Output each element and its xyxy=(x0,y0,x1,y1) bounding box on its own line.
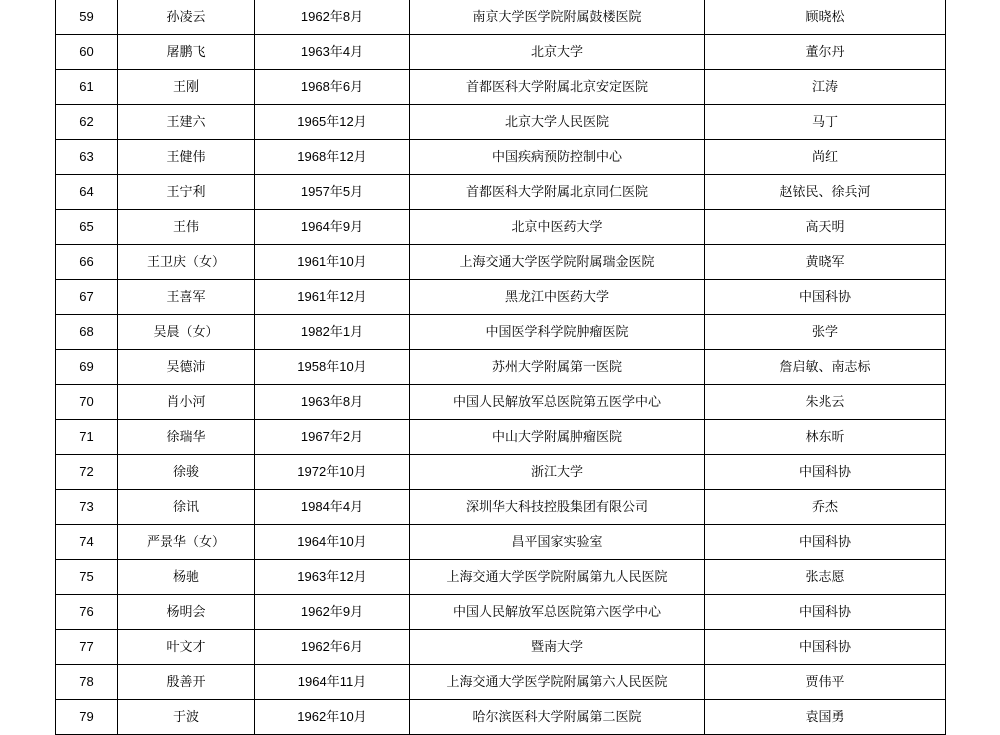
cell-organization: 暨南大学 xyxy=(410,630,705,665)
cell-candidate-name: 徐讯 xyxy=(118,490,255,525)
cell-candidate-name: 屠鹏飞 xyxy=(118,35,255,70)
cell-birth-date: 1962年10月 xyxy=(255,700,410,735)
cell-organization: 北京中医药大学 xyxy=(410,210,705,245)
cell-recommender: 袁国勇 xyxy=(705,700,946,735)
cell-organization: 中山大学附属肿瘤医院 xyxy=(410,420,705,455)
cell-birth-date: 1964年11月 xyxy=(255,665,410,700)
cell-sequence-number: 59 xyxy=(56,0,118,35)
cell-birth-date: 1964年9月 xyxy=(255,210,410,245)
cell-sequence-number: 75 xyxy=(56,560,118,595)
cell-candidate-name: 王刚 xyxy=(118,70,255,105)
cell-sequence-number: 60 xyxy=(56,35,118,70)
cell-organization: 中国人民解放军总医院第五医学中心 xyxy=(410,385,705,420)
cell-birth-date: 1957年5月 xyxy=(255,175,410,210)
cell-recommender: 贾伟平 xyxy=(705,665,946,700)
cell-candidate-name: 吴德沛 xyxy=(118,350,255,385)
cell-candidate-name: 杨明会 xyxy=(118,595,255,630)
table-row xyxy=(56,350,946,385)
cell-birth-date: 1963年12月 xyxy=(255,560,410,595)
cell-birth-date: 1962年6月 xyxy=(255,630,410,665)
cell-candidate-name: 孙凌云 xyxy=(118,0,255,35)
cell-birth-date: 1964年10月 xyxy=(255,525,410,560)
cell-birth-date: 1963年4月 xyxy=(255,35,410,70)
cell-sequence-number: 73 xyxy=(56,490,118,525)
candidate-roster-table xyxy=(55,0,946,735)
cell-recommender: 尚红 xyxy=(705,140,946,175)
roster-table-body xyxy=(56,0,946,735)
cell-recommender: 黄晓军 xyxy=(705,245,946,280)
table-row xyxy=(56,140,946,175)
cell-sequence-number: 72 xyxy=(56,455,118,490)
cell-recommender: 中国科协 xyxy=(705,595,946,630)
cell-organization: 浙江大学 xyxy=(410,455,705,490)
cell-sequence-number: 79 xyxy=(56,700,118,735)
cell-birth-date: 1965年12月 xyxy=(255,105,410,140)
cell-recommender: 詹启敏、南志标 xyxy=(705,350,946,385)
cell-recommender: 董尔丹 xyxy=(705,35,946,70)
table-row xyxy=(56,560,946,595)
cell-organization: 南京大学医学院附属鼓楼医院 xyxy=(410,0,705,35)
cell-candidate-name: 王伟 xyxy=(118,210,255,245)
cell-sequence-number: 74 xyxy=(56,525,118,560)
cell-recommender: 中国科协 xyxy=(705,280,946,315)
cell-organization: 上海交通大学医学院附属第九人民医院 xyxy=(410,560,705,595)
cell-candidate-name: 肖小河 xyxy=(118,385,255,420)
cell-candidate-name: 严景华（女） xyxy=(118,525,255,560)
cell-organization: 上海交通大学医学院附属第六人民医院 xyxy=(410,665,705,700)
table-row xyxy=(56,665,946,700)
table-row xyxy=(56,245,946,280)
cell-sequence-number: 77 xyxy=(56,630,118,665)
cell-candidate-name: 徐瑞华 xyxy=(118,420,255,455)
cell-sequence-number: 78 xyxy=(56,665,118,700)
cell-recommender: 朱兆云 xyxy=(705,385,946,420)
cell-recommender: 马丁 xyxy=(705,105,946,140)
cell-birth-date: 1962年8月 xyxy=(255,0,410,35)
table-row xyxy=(56,490,946,525)
cell-recommender: 赵铱民、徐兵河 xyxy=(705,175,946,210)
cell-organization: 北京大学 xyxy=(410,35,705,70)
cell-sequence-number: 66 xyxy=(56,245,118,280)
table-row xyxy=(56,630,946,665)
table-row xyxy=(56,700,946,735)
cell-recommender: 林东昕 xyxy=(705,420,946,455)
cell-birth-date: 1962年9月 xyxy=(255,595,410,630)
cell-organization: 昌平国家实验室 xyxy=(410,525,705,560)
cell-candidate-name: 王喜军 xyxy=(118,280,255,315)
cell-sequence-number: 64 xyxy=(56,175,118,210)
table-row xyxy=(56,420,946,455)
cell-recommender: 乔杰 xyxy=(705,490,946,525)
cell-birth-date: 1982年1月 xyxy=(255,315,410,350)
cell-organization: 首都医科大学附属北京安定医院 xyxy=(410,70,705,105)
cell-recommender: 江涛 xyxy=(705,70,946,105)
cell-sequence-number: 63 xyxy=(56,140,118,175)
cell-birth-date: 1961年10月 xyxy=(255,245,410,280)
cell-recommender: 中国科协 xyxy=(705,455,946,490)
cell-birth-date: 1961年12月 xyxy=(255,280,410,315)
table-row xyxy=(56,315,946,350)
cell-sequence-number: 70 xyxy=(56,385,118,420)
cell-recommender: 中国科协 xyxy=(705,630,946,665)
table-row xyxy=(56,595,946,630)
table-row xyxy=(56,525,946,560)
cell-birth-date: 1958年10月 xyxy=(255,350,410,385)
cell-recommender: 顾晓松 xyxy=(705,0,946,35)
cell-sequence-number: 65 xyxy=(56,210,118,245)
cell-sequence-number: 61 xyxy=(56,70,118,105)
cell-birth-date: 1968年12月 xyxy=(255,140,410,175)
cell-birth-date: 1967年2月 xyxy=(255,420,410,455)
cell-recommender: 张志愿 xyxy=(705,560,946,595)
cell-candidate-name: 杨驰 xyxy=(118,560,255,595)
cell-candidate-name: 徐骏 xyxy=(118,455,255,490)
cell-birth-date: 1968年6月 xyxy=(255,70,410,105)
cell-organization: 中国人民解放军总医院第六医学中心 xyxy=(410,595,705,630)
table-row xyxy=(56,385,946,420)
cell-candidate-name: 叶文才 xyxy=(118,630,255,665)
cell-candidate-name: 殷善开 xyxy=(118,665,255,700)
cell-organization: 北京大学人民医院 xyxy=(410,105,705,140)
table-row xyxy=(56,35,946,70)
cell-organization: 哈尔滨医科大学附属第二医院 xyxy=(410,700,705,735)
cell-birth-date: 1984年4月 xyxy=(255,490,410,525)
cell-organization: 深圳华大科技控股集团有限公司 xyxy=(410,490,705,525)
cell-birth-date: 1972年10月 xyxy=(255,455,410,490)
cell-recommender: 高天明 xyxy=(705,210,946,245)
cell-sequence-number: 62 xyxy=(56,105,118,140)
cell-sequence-number: 71 xyxy=(56,420,118,455)
cell-candidate-name: 吴晨（女） xyxy=(118,315,255,350)
cell-sequence-number: 68 xyxy=(56,315,118,350)
cell-candidate-name: 王建六 xyxy=(118,105,255,140)
cell-candidate-name: 王健伟 xyxy=(118,140,255,175)
table-row xyxy=(56,70,946,105)
cell-recommender: 中国科协 xyxy=(705,525,946,560)
cell-candidate-name: 王宁利 xyxy=(118,175,255,210)
cell-organization: 首都医科大学附属北京同仁医院 xyxy=(410,175,705,210)
cell-birth-date: 1963年8月 xyxy=(255,385,410,420)
cell-organization: 上海交通大学医学院附属瑞金医院 xyxy=(410,245,705,280)
table-row xyxy=(56,175,946,210)
table-row xyxy=(56,105,946,140)
cell-organization: 黑龙江中医药大学 xyxy=(410,280,705,315)
cell-organization: 苏州大学附属第一医院 xyxy=(410,350,705,385)
cell-candidate-name: 于波 xyxy=(118,700,255,735)
table-row xyxy=(56,455,946,490)
cell-sequence-number: 69 xyxy=(56,350,118,385)
cell-organization: 中国疾病预防控制中心 xyxy=(410,140,705,175)
cell-organization: 中国医学科学院肿瘤医院 xyxy=(410,315,705,350)
table-row xyxy=(56,280,946,315)
cell-recommender: 张学 xyxy=(705,315,946,350)
cell-sequence-number: 76 xyxy=(56,595,118,630)
table-row xyxy=(56,210,946,245)
table-row xyxy=(56,0,946,35)
cell-sequence-number: 67 xyxy=(56,280,118,315)
cell-candidate-name: 王卫庆（女） xyxy=(118,245,255,280)
